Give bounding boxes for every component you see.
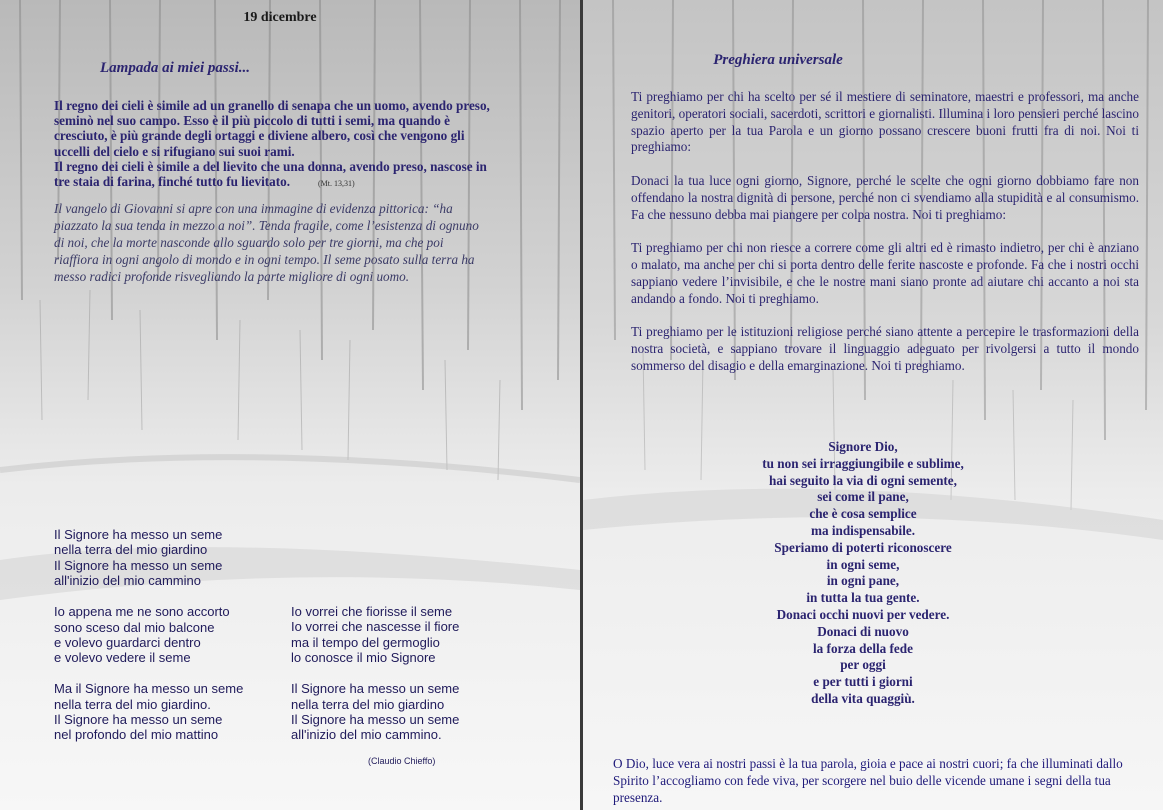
song-line: all'inizio del mio cammino xyxy=(54,573,201,589)
poem-line: e per tutti i giorni xyxy=(813,674,913,690)
song-line: Il Signore ha messo un seme xyxy=(54,557,223,573)
song-line: ma il tempo del germoglio xyxy=(291,634,440,650)
song-line: e volevo vedere il seme xyxy=(54,650,191,666)
song-stanza xyxy=(54,604,284,666)
song-line: Il Signore ha messo un seme xyxy=(54,527,223,542)
song-line: nella terra del mio giardino xyxy=(291,696,445,712)
poem-line: in tutta la tua gente. xyxy=(806,590,920,606)
page-date: 19 dicembre xyxy=(243,10,317,25)
gospel-text xyxy=(54,98,494,191)
song-line: Il Signore ha messo un seme xyxy=(291,711,460,727)
section-title-preghiera: Preghiera universale xyxy=(713,52,843,68)
gospel-reference: (Mt. 13,31) xyxy=(318,179,355,189)
poem-line: della vita quaggiù. xyxy=(811,690,915,706)
intercession-paragraph: Ti preghiamo per le istituzioni religiose perché siano attente a percepire le trasformazioni della nostra società, e sappiano trovare il linguaggio adeguato per rivolgersi a tutto il mondo sommerso del disagio e della emarginazione. Noi ti preghiamo. xyxy=(631,324,1139,373)
song-stanza xyxy=(291,681,521,743)
gospel-paragraph-2: Il regno dei cieli è simile a del lievito che una donna, avendo preso, nascose in tre staia di farina, finché tutto fu lievitato. (Mt. 13,31) xyxy=(54,158,487,190)
poem-line: Donaci occhi nuovi per vedere. xyxy=(776,606,950,622)
final-prayer: O Dio, luce vera ai nostri passi è la tua parola, gioia e pace ai nostri cuori; fa che illuminati dallo Spirito l’accogliamo con fede viva, per scorgere nel buio delle vicende umane i segni della tua presenza. xyxy=(613,756,1123,805)
song-line: Io appena me ne sono accorto xyxy=(54,604,230,620)
poem-line: Donaci di nuovo xyxy=(817,623,909,639)
commentary-text: Il vangelo di Giovanni si apre con una immagine di evidenza pittorica: “ha piazzato la sua tenda in mezzo a noi”. Tenda fragile, come l’esistenza di ognuno di noi, che la morte nasconde allo sguardo solo per tre giorni, ma che poi riaffiora in ogni angolo di mondo e in ogni tempo. Il seme posato sulla terra ha messo radici profonde risvegliando la parte migliore di ogni uomo. xyxy=(54,201,479,284)
poem-line: tu non sei irraggiungibile e sublime, xyxy=(762,455,964,471)
right-page xyxy=(583,0,1163,810)
poem-line: che è cosa semplice xyxy=(809,506,917,522)
song-line: lo conosce il mio Signore xyxy=(291,650,436,666)
poem-line: in ogni pane, xyxy=(826,573,900,589)
section-title-lampada: Lampada ai miei passi... xyxy=(100,60,250,76)
song-line: e volevo guardarci dentro xyxy=(54,634,201,650)
poem-line: per oggi xyxy=(840,657,886,673)
poem-line: in ogni seme, xyxy=(826,556,900,572)
poem-line: la forza della fede xyxy=(813,640,913,656)
song-stanza xyxy=(54,527,284,589)
intercession-paragraph: Ti preghiamo per chi non riesce a correre come gli altri ed è rimasto indietro, per chi è anziano o malato, ma anche per chi si porta dentro delle ferite nascoste e profonde. Fa che i nostri occhi sappiano vedere l’invisibile, e che le nostre mani siano pronte ad aiutare chi accanto a noi sta andando a fondo. Noi ti preghiamo. xyxy=(631,240,1139,306)
intercession-paragraph: Donaci la tua luce ogni giorno, Signore, perché le scelte che ogni giorno dobbiamo fare non offendano la nostra dignità di persone, perché non ci svendiamo alla stupidità e al consumismo. Fa che nessuno debba mai piangere per colpa nostra. Noi ti preghiamo: xyxy=(631,172,1139,222)
song-line: Ma il Signore ha messo un seme xyxy=(54,681,244,697)
song-line: Il Signore ha messo un seme xyxy=(291,681,460,697)
intercessions xyxy=(631,89,1139,391)
song-line: Io vorrei che fiorisse il seme xyxy=(291,604,453,619)
left-page xyxy=(0,0,580,810)
poem-line: ma indispensabile. xyxy=(810,522,916,538)
song-line: sono sceso dal mio balcone xyxy=(54,619,215,635)
song-right-column xyxy=(291,604,521,758)
song-line: Io vorrei che nascesse il fiore xyxy=(291,619,460,635)
song-author: (Claudio Chieffo) xyxy=(368,756,436,766)
song-line: nella terra del mio giardino xyxy=(54,542,208,558)
poem-line: hai seguito la via di ogni semente, xyxy=(769,472,957,488)
song-stanza xyxy=(291,604,521,666)
song-line: Il Signore ha messo un seme xyxy=(54,712,223,728)
song-left-column xyxy=(54,527,284,758)
song-line: nel profondo del mio mattino xyxy=(54,727,219,743)
gospel-paragraph-1: Il regno dei cieli è simile ad un granello di senapa che un uomo, avendo preso, seminò nel suo campo. Esso è il più piccolo di tutti i semi, ma quando è cresciuto, è più grande degli ortaggi e diviene albero, così che vengono gli uccelli del cielo e si rifugiano sui suoi rami. xyxy=(54,98,490,159)
song-stanza xyxy=(54,681,284,743)
poem-line: Speriamo di poterti riconoscere xyxy=(774,539,952,555)
song-line: all'inizio del mio cammino. xyxy=(291,727,442,743)
poem-line: Signore Dio, xyxy=(828,439,898,454)
song-line: nella terra del mio giardino. xyxy=(54,696,211,712)
intercession-paragraph: Ti preghiamo per chi ha scelto per sé il mestiere di seminatore, maestri e professori, ma anche genitori, operatori sociali, sacerdoti, scrittori e giornalisti. Illumina i loro pensieri perché lascino spazio aperto per la tua Parola e un giorno possano crescere buoni frutti fra di noi. Noi ti preghiamo: xyxy=(631,89,1139,155)
poem-line: sei come il pane, xyxy=(817,489,909,505)
poem-signore-dio xyxy=(713,439,1013,708)
